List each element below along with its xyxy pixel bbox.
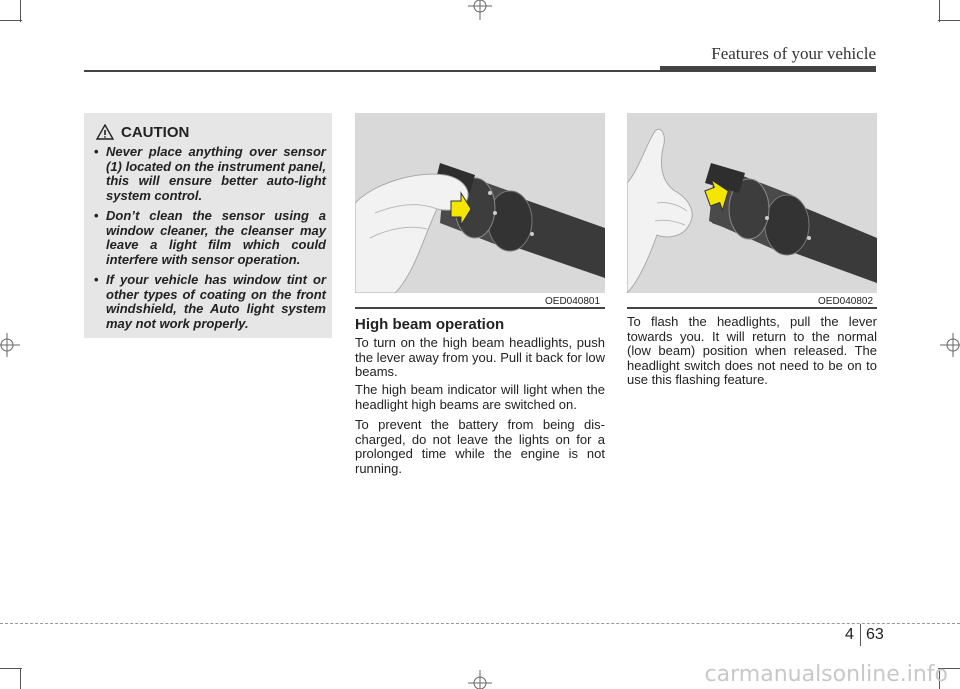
warning-triangle-icon <box>96 124 114 140</box>
caution-list <box>92 145 326 337</box>
crop-mark <box>20 668 21 689</box>
body-paragraph: To turn on the high beam headlights, push the lever away from you. Pull it back for low beams. <box>355 335 605 379</box>
figure-caption-rule <box>627 307 877 309</box>
header-rule-accent <box>660 66 876 72</box>
page-header-title: Features of your vehicle <box>711 44 876 63</box>
body-paragraph: To flash the headlights, pull the lever towards you. It will return to the normal (low beam) position when released. The headlight switch does not need to be on to use this flashing feature. <box>627 314 877 387</box>
registration-mark-right <box>940 333 960 357</box>
caution-title: CAUTION <box>121 123 190 141</box>
body-paragraph: The high beam indicator will light when the headlight high beams are switched on. <box>355 382 605 412</box>
caution-header <box>96 122 189 142</box>
crop-mark <box>938 20 960 21</box>
body-paragraph: To prevent the battery from being dis-charged, do not leave the lights on for a prolonged time while the engine is not running. <box>355 417 605 476</box>
caution-item: • If your vehicle has window tint or other types of coating on the front windshield, the Auto light system may not work properly. <box>92 273 326 331</box>
page-number-separator <box>860 624 861 646</box>
caution-box <box>84 113 332 338</box>
crop-mark <box>20 0 21 22</box>
chapter-number: 4 <box>845 626 854 643</box>
crop-mark <box>939 0 940 22</box>
caution-item: • Don’t clean the sensor using a window cleaner, the cleanser may leave a light film which could interfere with sensor operation. <box>92 209 326 267</box>
crop-mark <box>0 20 22 21</box>
figure-push-lever <box>355 113 605 293</box>
footer-dashed-rule <box>0 623 960 625</box>
figure-caption-rule <box>355 307 605 309</box>
lever-pull-illustration <box>627 113 877 293</box>
figure-pull-lever <box>627 113 877 293</box>
figure-caption: OED040802 <box>818 296 874 307</box>
page-number: 63 <box>866 626 884 643</box>
registration-mark-left <box>0 333 20 357</box>
section-title-high-beam: High beam operation <box>355 316 505 333</box>
lever-push-illustration <box>355 113 605 293</box>
caution-item: • Never place anything over sensor (1) located on the instrument panel, this will ensure better auto-light system control. <box>92 145 326 203</box>
crop-mark <box>0 668 22 669</box>
registration-mark-top <box>468 0 492 20</box>
watermark-text: carmanualsonline.info <box>704 662 948 687</box>
figure-caption: OED040801 <box>545 296 601 307</box>
registration-mark-bottom <box>468 670 492 689</box>
